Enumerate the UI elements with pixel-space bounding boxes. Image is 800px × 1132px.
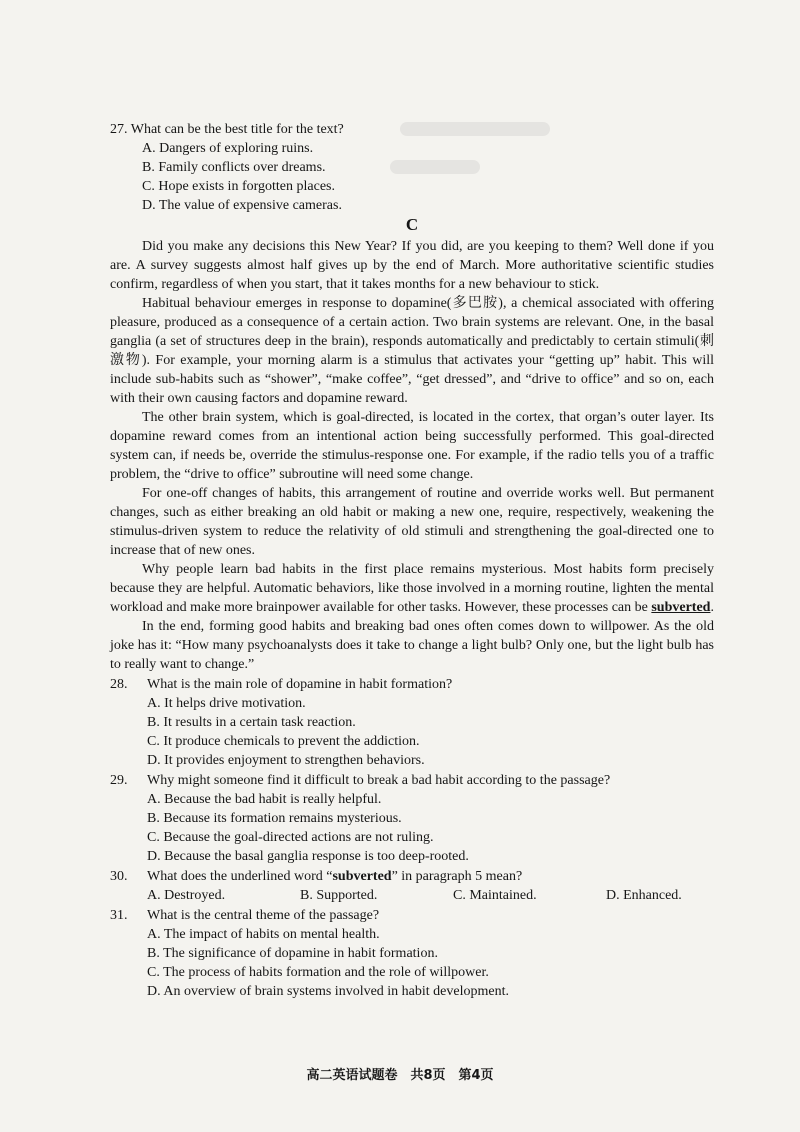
option-d: D. It provides enjoyment to strengthen behaviors. — [147, 753, 425, 768]
question-number: 30. — [110, 869, 128, 884]
option-d: D. The value of expensive cameras. — [142, 198, 342, 213]
option-row — [147, 886, 714, 905]
question-31 — [110, 906, 714, 1001]
option-d: D. Because the basal ganglia response is too deep-rooted. — [147, 849, 469, 864]
section-heading: C — [405, 215, 419, 234]
paragraph-text: . — [710, 600, 714, 615]
option-a: A. Dangers of exploring ruins. — [142, 141, 314, 156]
passage-paragraph-1: Did you make any decisions this New Year? If you did, are you keeping to them? Well done if you are. A survey suggests almost half gives up by the end of March. More authoritative scientific studies confirm, regardless of when you start, that it takes months for a new behaviour to stick. — [110, 239, 714, 292]
option-c: C. Because the goal-directed actions are not ruling. — [147, 830, 434, 845]
passage-paragraph-5 — [110, 560, 714, 617]
question-number: 31. — [110, 908, 128, 923]
passage-paragraph-2: Habitual behaviour emerges in response to dopamine(多巴胺), a chemical associated with offering pleasure, produced as a consequence of a certain action. Two brain systems are relevant. One, in the basal ganglia (a set of structures deep in the brain), responds automatically and predictably to certain stimuli(刺激物). For example, your morning alarm is a stimulus that activates your “getting up” habit. This will include sub-habits such as “shower”, “make coffee”, “get dressed”, and “drive to office” and so on, each with their own causing factors and dopamine reward. — [110, 296, 714, 406]
question-number: 29. — [110, 773, 128, 788]
passage-paragraph-3: The other brain system, which is goal-directed, is located in the cortex, that organ’s outer layer. Its dopamine reward comes from an intentional action being successfully performed. This goal-directed system can, if needs be, override the stimulus-response one. For example, if the radio tells you of a traffic problem, the “drive to office” subroutine will need some change. — [110, 410, 714, 482]
option-d: D. An overview of brain systems involved in habit development. — [147, 984, 509, 999]
question-text: What can be the best title for the text? — [130, 122, 344, 137]
option-c: C. Hope exists in forgotten places. — [142, 179, 335, 194]
option-b: B. Family conflicts over dreams. — [142, 160, 326, 175]
scan-smudge — [390, 160, 480, 174]
option-list — [147, 790, 714, 866]
question-28 — [110, 675, 714, 770]
option-c: C. It produce chemicals to prevent the addiction. — [147, 734, 420, 749]
option-b: B. It results in a certain task reaction. — [147, 715, 356, 730]
question-30-stem — [110, 867, 714, 886]
option-a: A. Because the bad habit is really helpful. — [147, 792, 382, 807]
question-text: What is the main role of dopamine in habit formation? — [147, 677, 453, 692]
question-31-stem — [110, 906, 714, 925]
page-footer: 高二英语试题卷 共8页 第4页 — [306, 1068, 494, 1083]
question-text: ” in paragraph 5 mean? — [391, 869, 523, 884]
quoted-word: subverted — [332, 869, 392, 884]
passage-paragraph-4: For one-off changes of habits, this arrangement of routine and override works well. But permanent changes, such as either breaking an old habit or making a new one, require, respectively, weakening the stimulus-driven system to reduce the relativity of old stimuli and strengthening the goal-directed one to increase that of new ones. — [110, 486, 714, 558]
question-28-stem — [110, 675, 714, 694]
reading-passage — [110, 237, 714, 674]
option-list — [142, 139, 714, 215]
question-number: 28. — [110, 677, 128, 692]
question-29-stem — [110, 771, 714, 790]
option-b: B. Because its formation remains mysterious. — [147, 811, 402, 826]
option-c: C. Maintained. — [453, 888, 537, 903]
option-a: A. The impact of habits on mental health. — [147, 927, 380, 942]
question-text: Why might someone find it difficult to break a bad habit according to the passage? — [147, 773, 611, 788]
question-text: What does the underlined word “ — [147, 869, 333, 884]
underlined-word: subverted — [651, 600, 711, 615]
question-30 — [110, 867, 714, 905]
option-b: B. The significance of dopamine in habit formation. — [147, 946, 438, 961]
question-29 — [110, 771, 714, 866]
option-d: D. Enhanced. — [606, 888, 682, 903]
option-b: B. Supported. — [300, 888, 378, 903]
question-text: What is the central theme of the passage? — [147, 908, 380, 923]
paragraph-text: Why people learn bad habits in the first place remains mysterious. Most habits form precisely because they are helpful. Automatic behaviors, like those involved in a morning routine, lighten the mental workload and make more brainpower available for other tasks. However, these processes can be — [110, 562, 714, 615]
question-number: 27. — [110, 122, 128, 137]
option-list — [147, 694, 714, 770]
passage-paragraph-6: In the end, forming good habits and breaking bad ones often comes down to willpower. As the old joke has it: “How many psychoanalysts does it take to change a light bulb? Only one, but the light bulb has to really want to change.” — [110, 619, 714, 672]
option-a: A. It helps drive motivation. — [147, 696, 306, 711]
option-c: C. The process of habits formation and the role of willpower. — [147, 965, 489, 980]
scan-smudge — [400, 122, 550, 136]
option-a: A. Destroyed. — [147, 888, 226, 903]
option-list — [147, 925, 714, 1001]
